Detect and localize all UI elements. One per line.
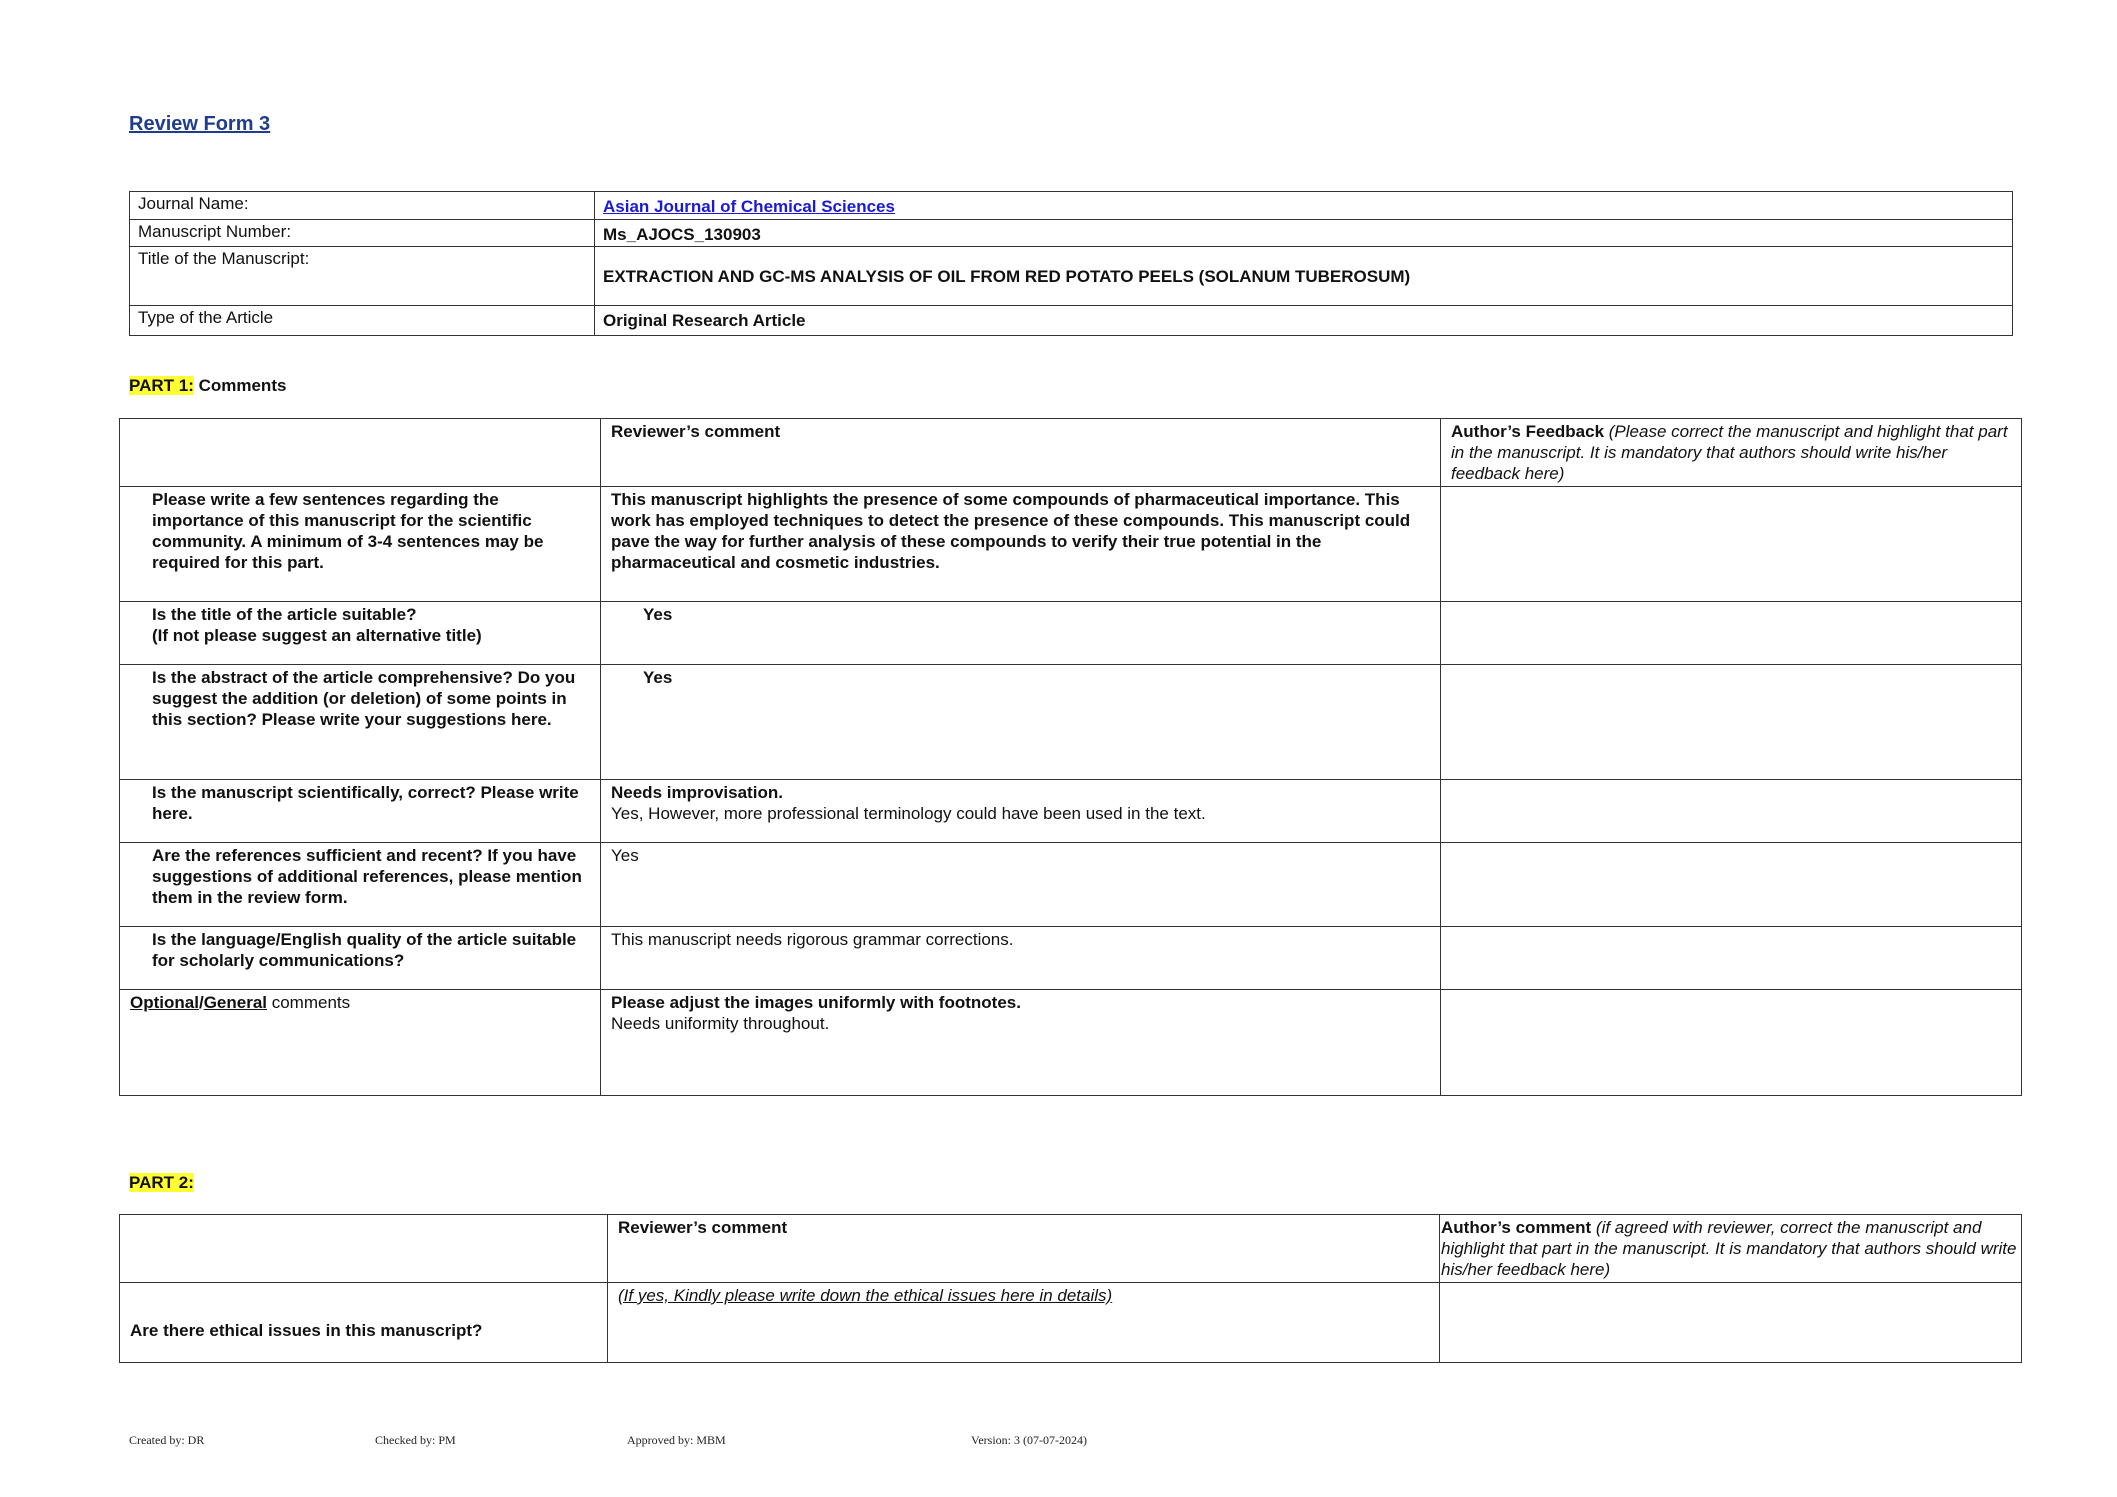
part1-header-empty — [120, 419, 601, 487]
table-row — [120, 1283, 2022, 1363]
comment-bold: Please adjust the images uniformly with footnotes. — [611, 993, 1021, 1012]
optional-label-rest: comments — [267, 993, 351, 1012]
reviewer-comment — [601, 602, 1441, 665]
reviewer-comment — [601, 927, 1441, 990]
footer-version: Version: 3 (07-07-2024) — [971, 1433, 1087, 1447]
question-scientific: Is the manuscript scientifically, correct? Please write here. — [120, 780, 601, 843]
article-type-label: Type of the Article — [130, 306, 595, 336]
comment-plain: Yes, However, more professional terminology could have been used in the text. — [611, 804, 1206, 823]
part1-comments-table — [119, 418, 2022, 1096]
question-title: Is the title of the article suitable? (If not please suggest an alternative title) — [120, 602, 601, 665]
footer-checked: Checked by: PM — [375, 1433, 456, 1447]
form-title: Review Form 3 — [129, 113, 271, 135]
comment-bold: Needs improvisation. — [611, 783, 783, 802]
part1-label: PART 1: — [129, 376, 194, 395]
comment-plain: Yes — [611, 846, 639, 865]
journal-name-cell — [595, 192, 2013, 220]
journal-name-link[interactable]: Asian Journal of Chemical Sciences — [603, 197, 895, 216]
part2-header-author — [1440, 1215, 2022, 1283]
author-feedback-cell[interactable] — [1441, 487, 2022, 602]
comment-plain: This manuscript needs rigorous grammar corrections. — [611, 930, 1014, 949]
table-row — [120, 843, 2022, 927]
optional-label-a: Optional — [130, 993, 199, 1012]
footer-approved: Approved by: MBM — [627, 1433, 726, 1447]
part2-header-empty — [120, 1215, 608, 1283]
table-row — [120, 780, 2022, 843]
manuscript-number-value: Ms_AJOCS_130903 — [595, 220, 2013, 247]
reviewer-comment — [601, 990, 1441, 1096]
question-language: Is the language/English quality of the article suitable for scholarly communications? — [120, 927, 601, 990]
manuscript-title-value: EXTRACTION AND GC-MS ANALYSIS OF OIL FROM RED POTATO PEELS (SOLANUM TUBEROSUM) — [595, 247, 2013, 306]
table-row — [120, 990, 2022, 1096]
question-references: Are the references sufficient and recent? If you have suggestions of additional references, please mention them in the review form. — [120, 843, 601, 927]
table-row — [120, 665, 2022, 780]
comment-bold: This manuscript highlights the presence of some compounds of pharmaceutical importance. This work has employed techniques to detect the presence of these compounds. This manuscript could pave the way for further analysis of these compounds to verify their true potential in the pharmaceutical and cosmetic industries. — [611, 490, 1411, 572]
reviewer-comment — [601, 487, 1441, 602]
reviewer-ethics-comment — [608, 1283, 1440, 1363]
part2-header-author-title: Author’s comment — [1441, 1218, 1592, 1237]
part1-heading — [129, 376, 286, 396]
part1-header-reviewer: Reviewer’s comment — [601, 419, 1441, 487]
comment-bold: Yes — [643, 668, 673, 687]
author-feedback-cell[interactable] — [1440, 1283, 2022, 1363]
table-row — [120, 927, 2022, 990]
question-ethics: Are there ethical issues in this manuscript? — [120, 1283, 608, 1363]
article-type-value: Original Research Article — [595, 306, 2013, 336]
manuscript-title-label: Title of the Manuscript: — [130, 247, 595, 306]
table-row — [120, 602, 2022, 665]
part2-label: PART 2: — [129, 1173, 194, 1192]
author-feedback-cell[interactable] — [1441, 665, 2022, 780]
part1-header-author-title: Author’s Feedback — [1451, 422, 1605, 441]
question-importance: Please write a few sentences regarding the importance of this manuscript for the scientific community. A minimum of 3-4 sentences may be required for this part. — [120, 487, 601, 602]
optional-label-b: General — [203, 993, 267, 1012]
reviewer-comment — [601, 843, 1441, 927]
ethics-comment-text: (If yes, Kindly please write down the ethical issues here in details) — [618, 1286, 1113, 1305]
part1-label-suffix: Comments — [193, 376, 287, 395]
part2-header-reviewer: Reviewer’s comment — [608, 1215, 1440, 1283]
table-row — [120, 487, 2022, 602]
author-feedback-cell[interactable] — [1441, 843, 2022, 927]
part1-header-author — [1441, 419, 2022, 487]
optional-label-slash: / — [198, 993, 204, 1012]
part2-heading — [129, 1173, 194, 1193]
journal-name-label: Journal Name: — [130, 192, 595, 220]
part2-ethics-table — [119, 1214, 2022, 1363]
author-feedback-cell[interactable] — [1441, 602, 2022, 665]
comment-plain: Needs uniformity throughout. — [611, 1014, 830, 1033]
optional-general-label — [120, 990, 601, 1096]
footer-created: Created by: DR — [129, 1433, 205, 1447]
author-feedback-cell[interactable] — [1441, 927, 2022, 990]
manuscript-number-label: Manuscript Number: — [130, 220, 595, 247]
part2-header-author-note: (if agreed with reviewer, correct the manuscript and highlight that part in the manuscript. It is mandatory that authors should write his/her feedback here) — [1441, 1218, 2017, 1279]
author-feedback-cell[interactable] — [1441, 990, 2022, 1096]
author-feedback-cell[interactable] — [1441, 780, 2022, 843]
reviewer-comment — [601, 665, 1441, 780]
part2-header-row — [120, 1215, 2022, 1283]
part1-header-row — [120, 419, 2022, 487]
comment-bold: Yes — [643, 605, 673, 624]
part1-header-author-note: (Please correct the manuscript and highlight that part in the manuscript. It is mandatory that authors should write his/her feedback here) — [1451, 422, 2008, 483]
question-abstract: Is the abstract of the article comprehensive? Do you suggest the addition (or deletion) of some points in this section? Please write your suggestions here. — [120, 665, 601, 780]
manuscript-info-table — [129, 191, 2013, 336]
reviewer-comment — [601, 780, 1441, 843]
